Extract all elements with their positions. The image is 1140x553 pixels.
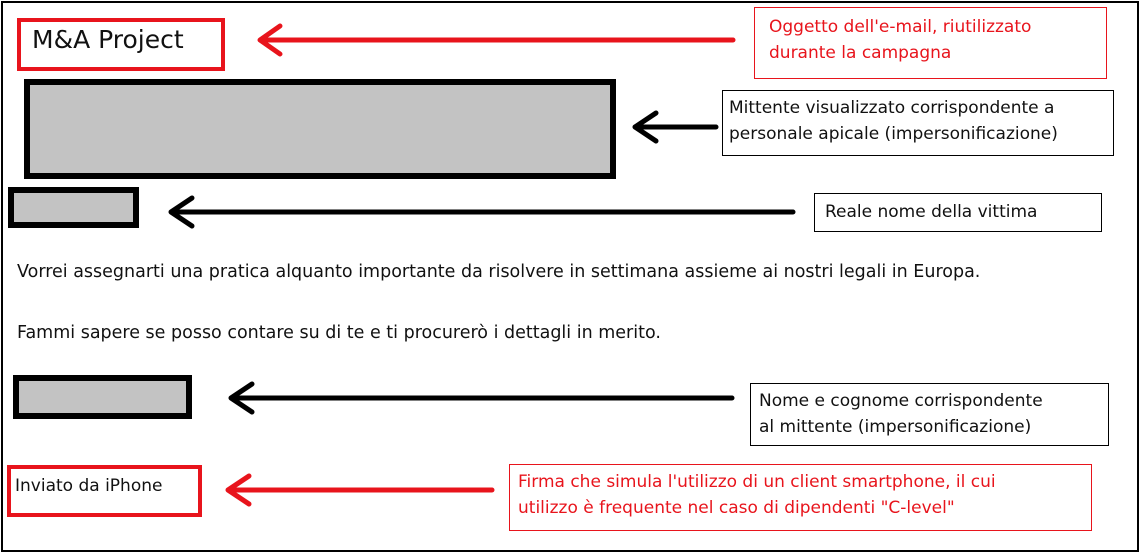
email-signature-text: Inviato da iPhone (15, 476, 163, 496)
recipient-arrow-icon (171, 198, 793, 226)
email-body-line-2: Fammi sapere se posso contare su di te e ti procurerò i dettagli in merito. (17, 323, 661, 343)
sender-name-annotation-line-1: Nome e cognome corrispondente (759, 391, 1043, 411)
sender-annotation-line-2: personale apicale (impersonificazione) (729, 124, 1058, 144)
subject-arrow-icon (260, 26, 733, 54)
recipient-annotation-text: Reale nome della vittima (825, 202, 1038, 222)
signature-arrow-icon (228, 476, 492, 504)
subject-annotation-line-1: Oggetto dell'e-mail, riutilizzato (769, 17, 1032, 37)
subject-annotation-line-2: durante la campagna (769, 43, 952, 63)
email-subject-text: M&A Project (32, 25, 184, 54)
sender-arrow-icon (635, 113, 716, 141)
sender-name-arrow-icon (231, 384, 732, 412)
signature-annotation-line-2: utilizzo è frequente nel caso di dipendenti "C-level" (518, 498, 955, 518)
email-body-line-1: Vorrei assegnarti una pratica alquanto importante da risolvere in settimana assieme ai nostri legali in Europa. (17, 262, 981, 282)
sender-annotation-line-1: Mittente visualizzato corrispondente a (729, 98, 1055, 118)
sender-name-annotation-line-2: al mittente (impersonificazione) (759, 417, 1032, 437)
signature-annotation-line-1: Firma che simula l'utilizzo di un client smartphone, il cui (518, 472, 996, 492)
